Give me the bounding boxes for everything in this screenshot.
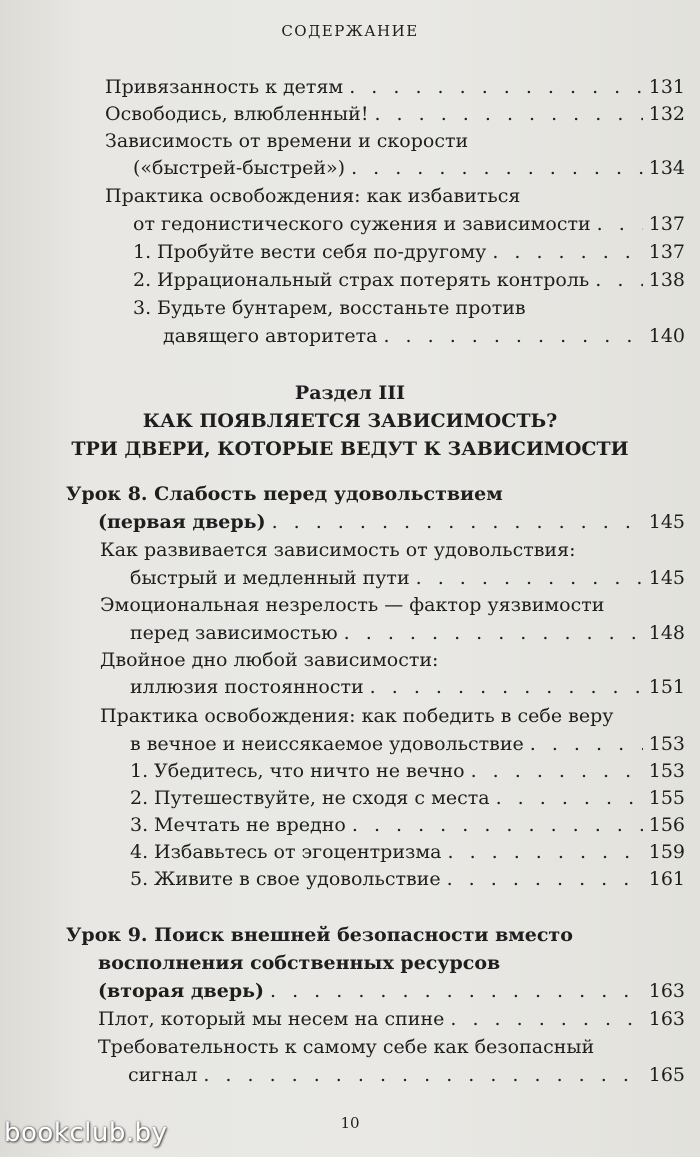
watermark-logo: bookclub.by xyxy=(4,1118,168,1148)
toc-page-number: 153 xyxy=(648,733,685,755)
toc-page-number: 161 xyxy=(648,868,685,890)
toc-entry xyxy=(133,297,685,323)
toc-entry-text: иллюзия постоянности xyxy=(130,676,364,698)
lesson-title xyxy=(98,952,685,978)
toc-entry-text: Будьте бунтарем, восстаньте против xyxy=(157,297,526,319)
toc-entry-text: Иррациональный страх потерять контроль xyxy=(157,269,590,291)
toc-entry xyxy=(130,814,685,840)
lesson-title-text: (вторая дверь) xyxy=(98,980,265,1002)
toc-entry xyxy=(100,649,685,675)
lesson-title xyxy=(66,483,685,509)
item-number: 1. xyxy=(130,760,149,782)
toc-page-number: 163 xyxy=(648,980,685,1002)
toc-page-number: 145 xyxy=(648,567,685,589)
toc-entry-text: Мечтать не вредно xyxy=(154,814,346,836)
lesson-title-text: Урок 9. Поиск внешней безопасности вместо xyxy=(66,924,573,946)
toc-page-number: 137 xyxy=(648,241,685,263)
toc-page-number: 163 xyxy=(648,1008,685,1030)
section-title: ТРИ ДВЕРИ, КОТОРЫЕ ВЕДУТ К ЗАВИСИМОСТИ xyxy=(71,438,629,460)
item-number: 2. xyxy=(130,787,149,809)
toc-entry xyxy=(105,76,685,102)
section-title: КАК ПОЯВЛЯЕТСЯ ЗАВИСИМОСТЬ? xyxy=(142,410,558,432)
toc-entry xyxy=(130,841,685,867)
item-number: 4. xyxy=(130,841,149,863)
toc-page-number: 151 xyxy=(648,676,685,698)
toc-entry-text: сигнал xyxy=(128,1064,198,1086)
toc-page-number: 137 xyxy=(648,213,685,235)
toc-entry-text: Зависимость от времени и скорости xyxy=(105,130,469,152)
toc-entry xyxy=(130,567,685,593)
toc-entry-text: от гедонистического сужения и зависимости xyxy=(133,213,591,235)
lesson-title-text: (первая дверь) xyxy=(98,511,266,533)
toc-page-number: 134 xyxy=(648,157,685,179)
toc-entry xyxy=(98,1036,685,1062)
toc-entry xyxy=(98,1008,685,1034)
toc-entry xyxy=(133,269,685,295)
toc-page-number: 165 xyxy=(648,1064,685,1086)
toc-page-number: 140 xyxy=(648,325,685,347)
toc-entry-text: Избавьтесь от эгоцентризма xyxy=(154,841,442,863)
toc-entry-text: Требовательность к самому себе как безопасный xyxy=(98,1036,595,1058)
lesson-title xyxy=(98,511,685,537)
toc-entry xyxy=(130,787,685,813)
toc-entry xyxy=(130,760,685,786)
item-number: 5. xyxy=(130,868,149,890)
toc-entry-text: быстрый и медленный пути xyxy=(130,567,410,589)
section-label: Раздел III xyxy=(294,382,406,404)
toc-entry xyxy=(130,868,685,894)
toc-entry-text: Практика освобождения: как победить в себе веру xyxy=(100,705,614,727)
toc-page-number: 153 xyxy=(648,760,685,782)
toc-page-number: 155 xyxy=(648,787,685,809)
toc-entry xyxy=(130,733,685,759)
toc-entry xyxy=(105,185,685,211)
lesson-title xyxy=(98,980,685,1006)
lesson-title-text: восполнения собственных ресурсов xyxy=(98,952,501,974)
toc-entry-text: Эмоциональная незрелость — фактор уязвимости xyxy=(100,594,605,616)
toc-page-number: 131 xyxy=(648,76,685,98)
running-header: СОДЕРЖАНИЕ xyxy=(281,22,419,40)
toc-entry xyxy=(105,103,685,129)
toc-entry-text: Убедитесь, что ничто не вечно xyxy=(154,760,465,782)
toc-entry-text: («быстрей-быстрей») xyxy=(133,157,346,179)
toc-entry-text: Практика освобождения: как избавиться xyxy=(105,185,521,207)
toc-entry-text: перед зависимостью xyxy=(130,622,338,644)
item-number: 3. xyxy=(133,297,152,319)
toc-entry xyxy=(100,539,685,565)
toc-page-number: 145 xyxy=(648,511,685,533)
toc-page-number: 156 xyxy=(648,814,685,836)
toc-entry-text: Освободись, влюбленный! xyxy=(105,103,369,125)
toc-entry xyxy=(105,130,685,156)
toc-entry xyxy=(133,213,685,239)
toc-entry-text: Привязанность к детям xyxy=(105,76,344,98)
toc-entry xyxy=(133,157,685,183)
toc-entry-text: давящего авторитета xyxy=(163,325,378,347)
toc-entry xyxy=(100,705,685,731)
toc-entry xyxy=(130,676,685,702)
toc-entry-text: Двойное дно любой зависимости: xyxy=(100,649,439,671)
toc-entry-text: Путешествуйте, не сходя с места xyxy=(154,787,490,809)
toc-page-number: 138 xyxy=(648,269,685,291)
toc-page-number: 132 xyxy=(648,103,685,125)
item-number: 1. xyxy=(133,241,152,263)
item-number: 2. xyxy=(133,269,152,291)
toc-entry-text: Как развивается зависимость от удовольствия: xyxy=(100,539,576,561)
toc-entry xyxy=(130,622,685,648)
page-number: 10 xyxy=(340,1114,360,1132)
item-number: 3. xyxy=(130,814,149,836)
toc-entry-text: Плот, который мы несем на спине xyxy=(98,1008,445,1030)
toc-entry-text: в вечное и неиссякаемое удовольствие xyxy=(130,733,524,755)
lesson-title xyxy=(66,924,685,950)
toc-entry xyxy=(133,241,685,267)
toc-entry xyxy=(163,325,685,351)
toc-page-number: 159 xyxy=(648,841,685,863)
toc-entry xyxy=(100,594,685,620)
toc-entry xyxy=(128,1064,685,1090)
toc-entry-text: Пробуйте вести себя по-другому xyxy=(157,241,487,263)
toc-page-number: 148 xyxy=(648,622,685,644)
lesson-title-text: Урок 8. Слабость перед удовольствием xyxy=(66,483,503,505)
toc-entry-text: Живите в свое удовольствие xyxy=(154,868,441,890)
